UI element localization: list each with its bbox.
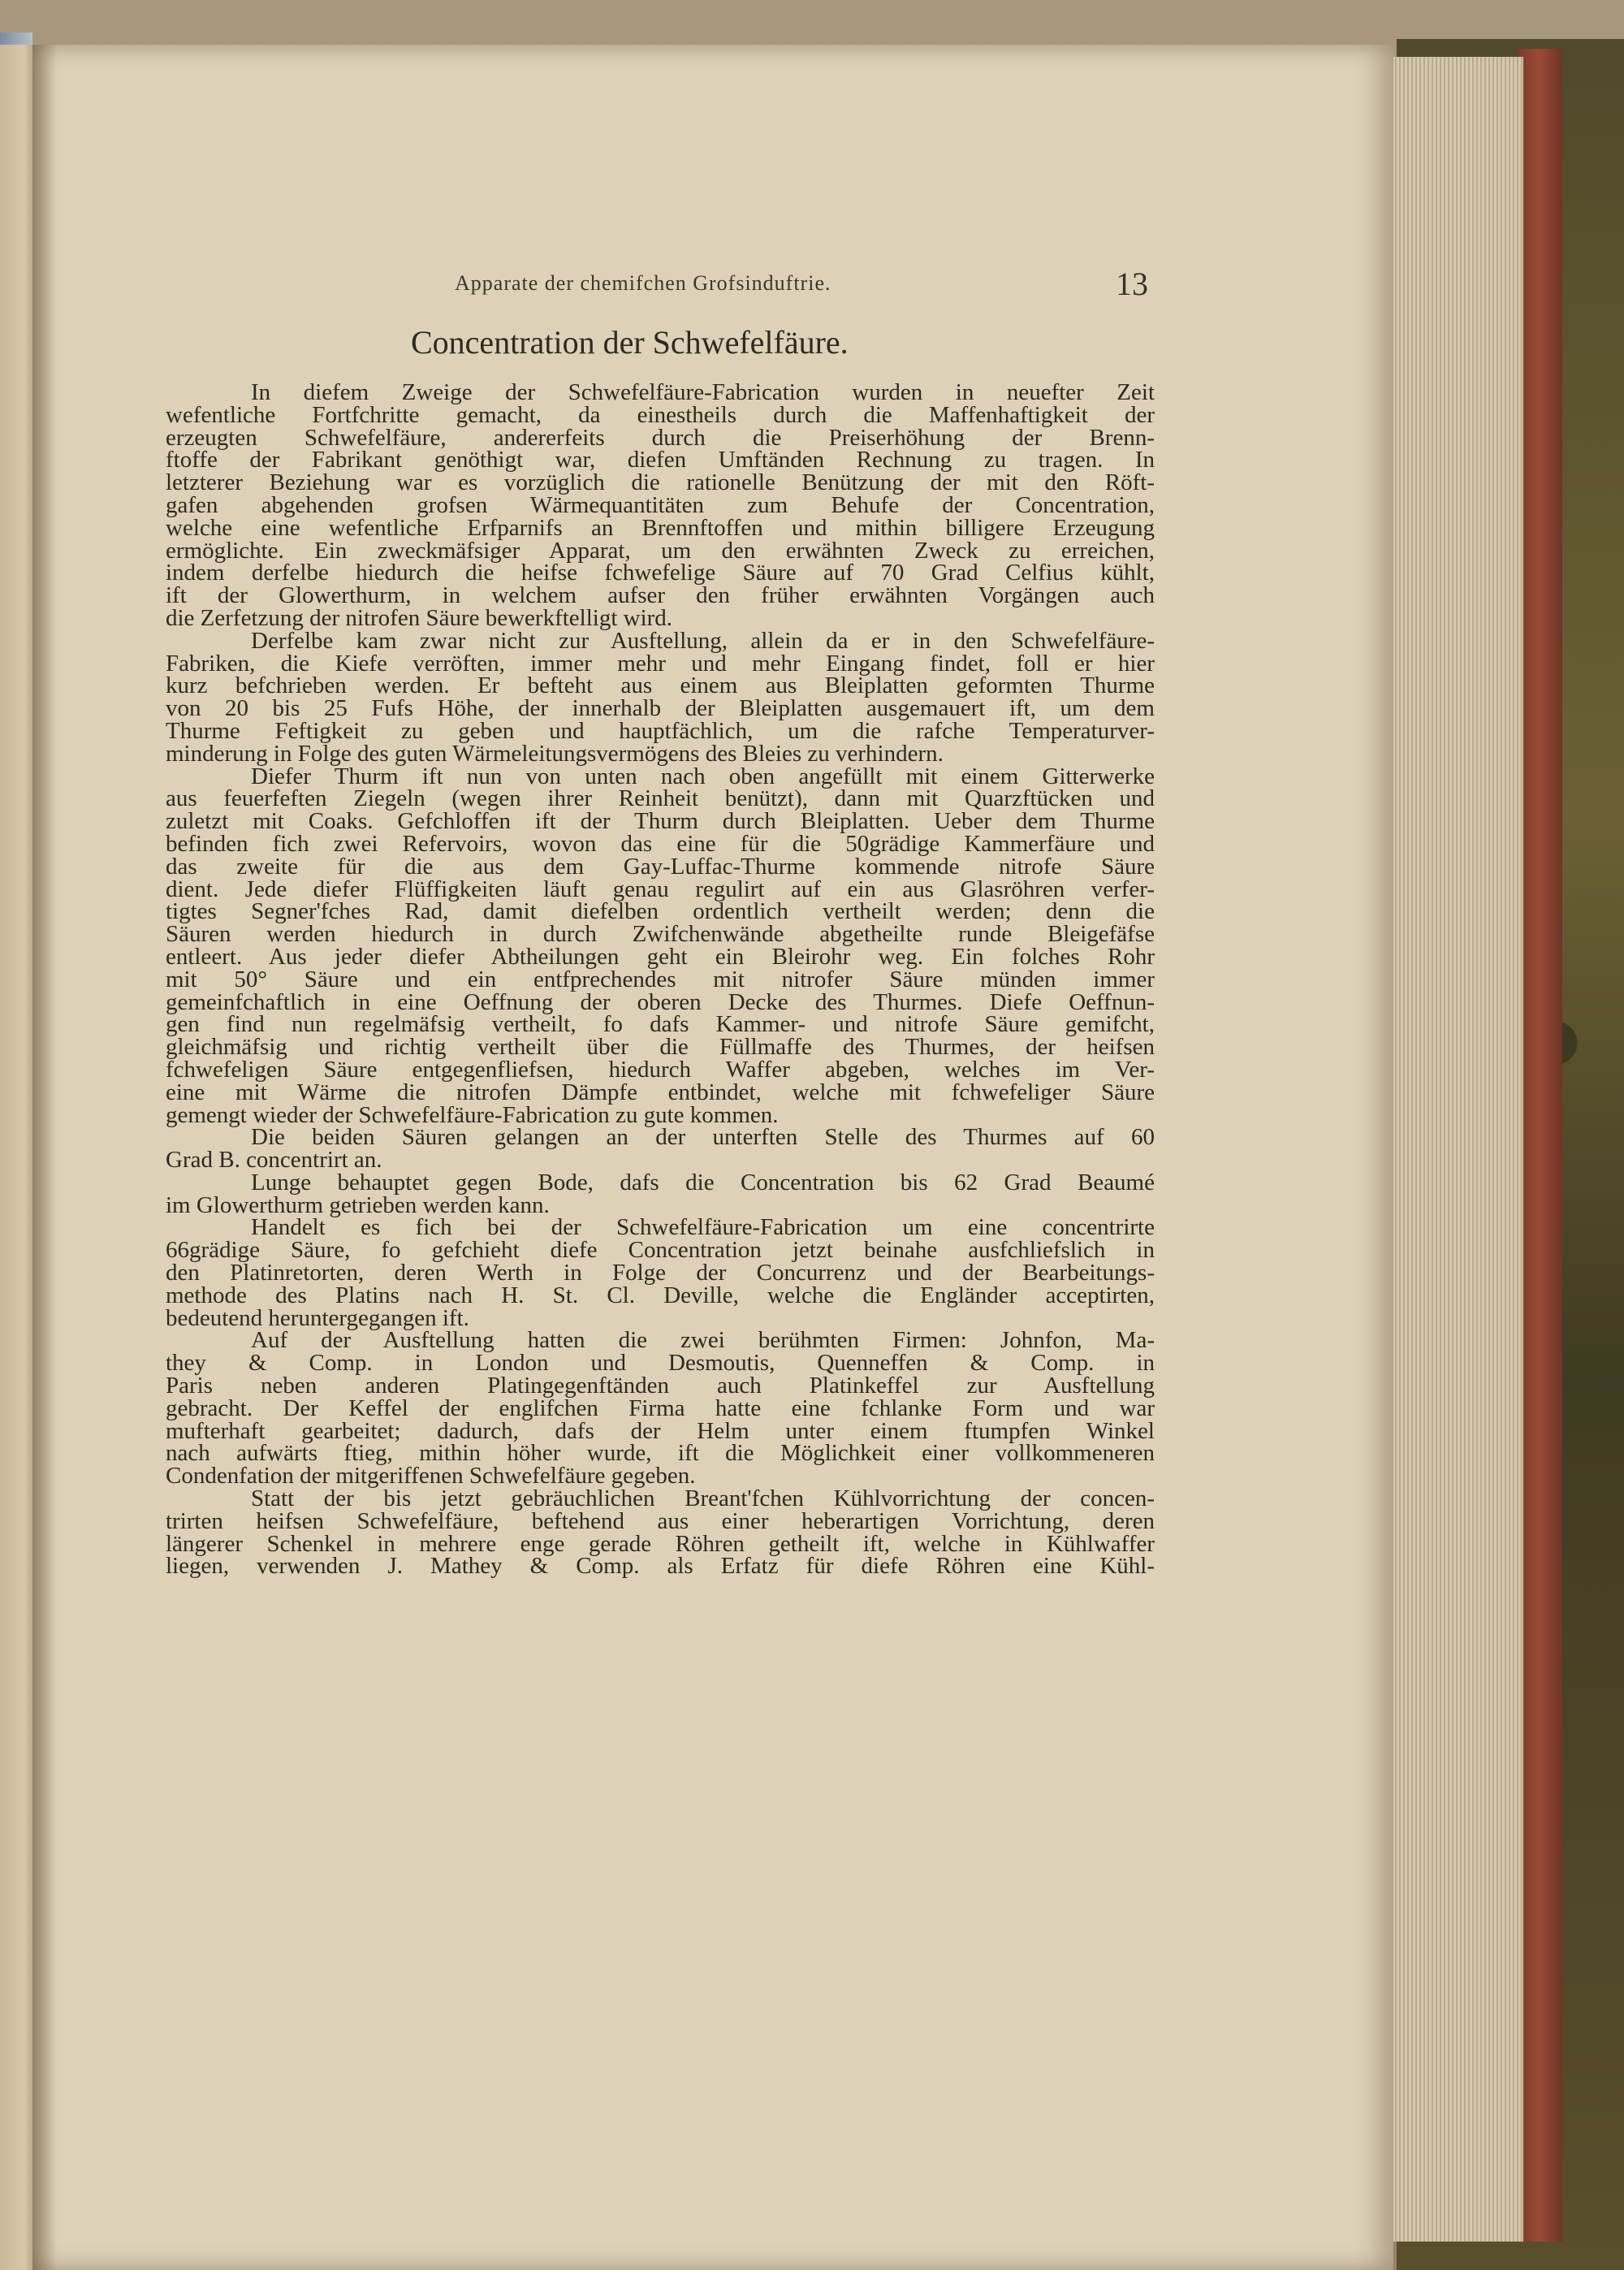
text-line: gemengt wieder der Schwefelfäure-Fabrication zu gute kommen. [166,1101,779,1128]
text-line: im Glowerthurm getrieben werden kann. [166,1191,550,1218]
text-line: gemeinfchaftlich in eine Oeffnung der oberen Decke des Thurmes. Diefe Oeffnun- [166,988,1155,1015]
text-line: gleichmäfsig und richtig vertheilt über die Füllmaffe des Thurmes, der heifsen [166,1034,1155,1061]
text-line: minderung in Folge des guten Wärmeleitungsvermögens des Bleies zu verhindern. [166,740,944,767]
text-line: längerer Schenkel in mehrere enge gerade Röhren getheilt ift, welche in Kühlwaffer [166,1530,1155,1557]
text-line: 66grädige Säure, fo gefchieht diefe Concentration jetzt beinahe ausfchliefslich in [166,1237,1155,1264]
text-line: Fabriken, die Kiefe verröften, immer mehr und mehr Eingang findet, foll er hier [166,650,1155,677]
text-line: erzeugten Schwefelfäure, andererfeits durch die Preiserhöhung der Brenn- [166,424,1155,451]
text-line: Derfelbe kam zwar nicht zur Ausftellung, allein da er in den Schwefelfäure- [251,627,1155,654]
running-header: Apparate der chemifchen Grofsinduftrie. [455,271,831,295]
text-line: Grad B. concentrirt an. [166,1147,382,1174]
text-line: methode des Platins nach H. St. Cl. Deville, welche die Engländer acceptirten, [166,1282,1155,1308]
text-line: mit 50° Säure und ein entfprechendes mit nitrofer Säure münden immer [166,966,1155,992]
text-line: Thurme Feftigkeit zu geben und hauptfächlich, um die rafche Temperaturver- [166,717,1155,744]
text-line: they & Comp. in London und Desmoutis, Quenneffen & Comp. in [166,1350,1155,1377]
text-line: In diefem Zweige der Schwefelfäure-Fabrication wurden in neuefter Zeit [251,382,1155,405]
text-line: gebracht. Der Keffel der englifchen Firma hatte eine fchlanke Form und war [166,1394,1155,1421]
body-text [166,382,1155,1892]
text-line: gafen abgehenden grofsen Wärmequantitäten zum Behufe der Concentration, [166,491,1155,518]
facing-page-strip [0,45,34,2270]
text-line: fchwefeligen Säure entgegenfliefsen, hiedurch Waffer abgeben, welches im Ver- [166,1056,1155,1083]
text-line: Lunge behauptet gegen Bode, dafs die Concentration bis 62 Grad Beaumé [251,1169,1155,1196]
text-line: ift der Glowerthurm, in welchem aufser den früher erwähnten Vorgängen auch [166,582,1155,609]
text-line: gen find nun regelmäfsig vertheilt, fo dafs Kammer- und nitrofe Säure gemifcht, [166,1011,1155,1038]
text-line: Auf der Ausftellung hatten die zwei berühmten Firmen: Johnfon, Ma- [251,1327,1155,1354]
text-line: Statt der bis jetzt gebräuchlichen Breant'fchen Kühlvorrichtung der concen- [251,1485,1155,1512]
page-number: 13 [1116,266,1148,302]
text-line: tigtes Segner'fches Rad, damit diefelben ordentlich vertheilt werden; denn die [166,898,1155,925]
gutter-shadow [32,45,57,2270]
text-line: die Zerfetzung der nitrofen Säure bewerkftelligt wird. [166,604,673,631]
text-line: Säuren werden hiedurch in durch Zwifchenwände abgetheilte runde Bleigefäfse [166,921,1155,948]
text-line: aus feuerfeften Ziegeln (wegen ihrer Reinheit benützt), dann mit Quarzftücken und [166,785,1155,812]
text-line: Diefer Thurm ift nun von unten nach oben angefüllt mit einem Gitterwerke [251,763,1155,789]
text-line: Handelt es fich bei der Schwefelfäure-Fabrication um eine concentrirte [251,1214,1155,1241]
text-line: dient. Jede diefer Flüffigkeiten läuft genau regulirt auf ein aus Glasröhren verfer- [166,876,1155,902]
text-line: wefentliche Fortfchritte gemacht, da einestheils durch die Maffenhaftigkeit der [166,401,1155,428]
text-line: von 20 bis 25 Fufs Höhe, der innerhalb der Bleiplatten ausgemauert ift, um dem [166,695,1155,722]
text-line: Die beiden Säuren gelangen an der unterften Stelle des Thurmes auf 60 [251,1124,1155,1151]
text-line: bedeutend heruntergegangen ift. [166,1304,469,1331]
text-line: zuletzt mit Coaks. Gefchloffen ift der Thurm durch Bleiplatten. Ueber dem Thurme [166,808,1155,835]
text-line: das zweite für die aus dem Gay-Luffac-Thurme kommende nitrofe Säure [166,853,1155,880]
page-block-edges [1380,57,1523,2242]
text-line: entleert. Aus jeder diefer Abtheilungen geht ein Bleirohr weg. Ein folches Rohr [166,943,1155,970]
section-title: Concentration der Schwefelfäure. [411,324,849,361]
text-line: trirten heifsen Schwefelfäure, beftehend aus einer heberartigen Vorrichtung, deren [166,1507,1155,1534]
text-line: ermöglichte. Ein zweckmäfsiger Apparat, um den erwähnten Zweck zu erreichen, [166,537,1155,564]
text-line: Paris neben anderen Platingegenftänden auch Platinkeffel zur Ausftellung [166,1373,1155,1399]
text-line: eine mit Wärme die nitrofen Dämpfe entbindet, welche mit fchwefeliger Säure [166,1079,1155,1105]
text-line: ftoffe der Fabrikant genöthigt war, diefen Umftänden Rechnung zu tragen. In [166,447,1155,473]
text-line: indem derfelbe hiedurch die heifse fchwefelige Säure auf 70 Grad Celfius kühlt, [166,560,1155,586]
text-line: den Platinretorten, deren Werth in Folge der Concurrenz und der Bearbeitungs- [166,1260,1155,1286]
text-line: mufterhaft gearbeitet; dadurch, dafs der Helm unter einem ftumpfen Winkel [166,1417,1155,1444]
text-line: Condenfation der mitgeriffenen Schwefelfäure gegeben. [166,1463,696,1490]
text-line: letzterer Beziehung war es vorzüglich die rationelle Benützung der mit den Röft- [166,469,1155,496]
text-line: welche eine wefentliche Erfparnifs an Brennftoffen und mithin billigere Erzeugung [166,514,1155,541]
text-line: kurz befchrieben werden. Er befteht aus einem aus Bleiplatten geformten Thurme [166,672,1155,699]
text-line: befinden fich zwei Refervoirs, wovon das eine für die 50grädige Kammerfäure und [166,830,1155,857]
text-line: liegen, verwenden J. Mathey & Comp. als Erfatz für diefe Röhren eine Kühl- [166,1553,1155,1580]
leather-spine-edge [1517,49,1562,2242]
text-line: nach aufwärts ftieg, mithin höher wurde, ift die Möglichkeit einer vollkommeneren [166,1440,1155,1467]
